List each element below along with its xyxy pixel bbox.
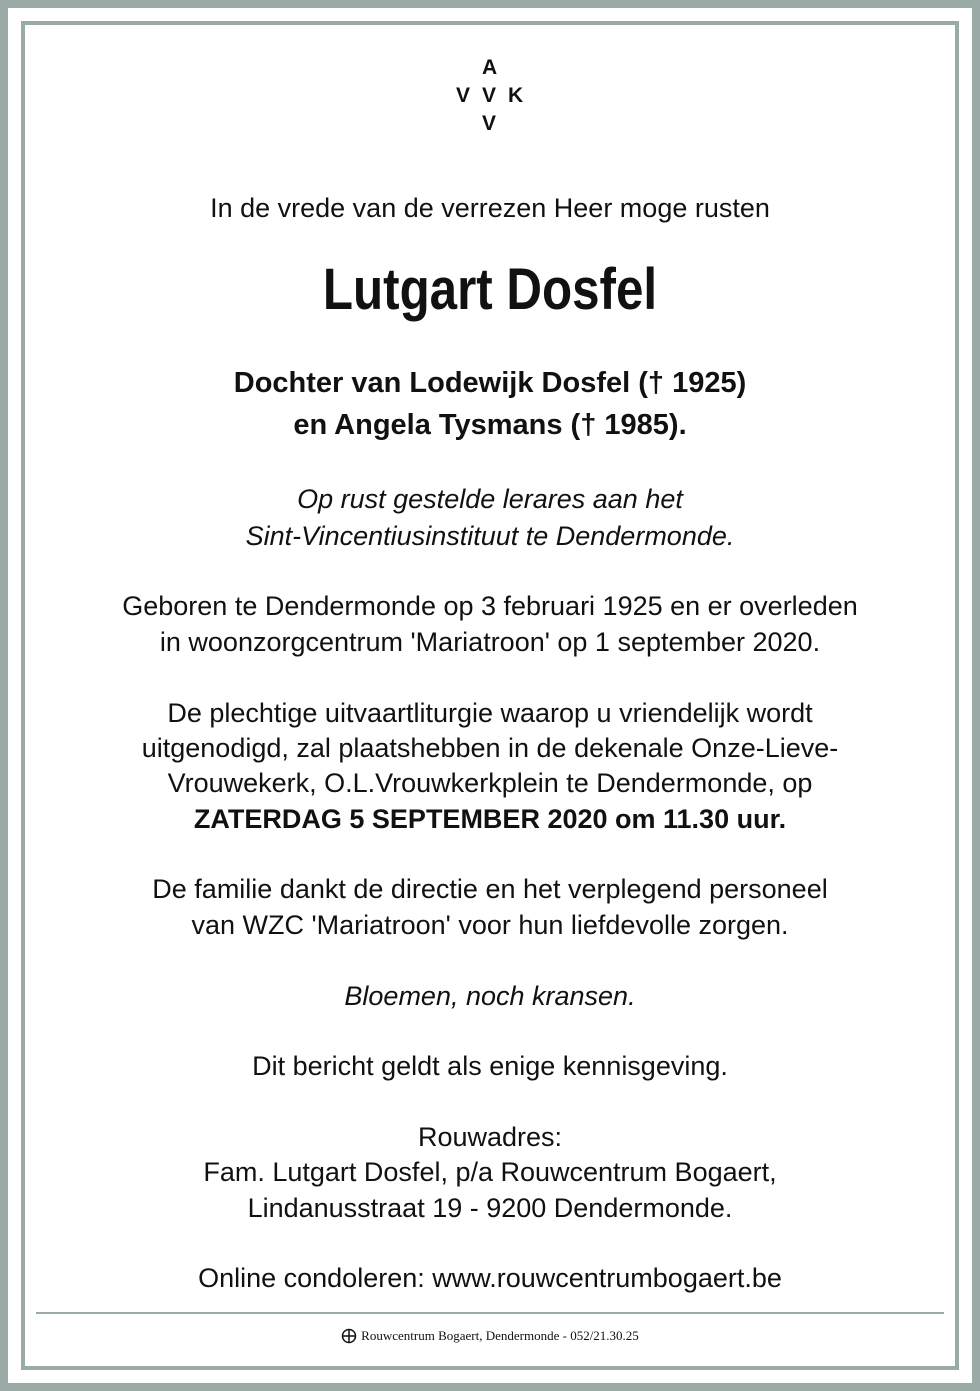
flowers-text: Bloemen, noch kransen.	[344, 981, 636, 1011]
thanks-line: De familie dankt de directie en het verplegend personeel	[152, 874, 828, 904]
birth-death-line: in woonzorgcentrum 'Mariatroon' op 1 september 2020.	[159, 627, 821, 657]
address-line: Fam. Lutgart Dosfel, p/a Rouwcentrum Bogaert,	[203, 1157, 777, 1187]
logo-letter: V	[482, 84, 497, 107]
logo-letter: V	[456, 84, 471, 107]
online-condolence: Online condoleren: www.rouwcentrumbogaert.be	[198, 1263, 782, 1293]
footer-text: Rouwcentrum Bogaert, Dendermonde - 052/21.30.25	[361, 1328, 639, 1343]
occupation-line: Sint-Vincentiusinstituut te Dendermonde.	[245, 521, 735, 551]
notice-text: Dit bericht geldt als enige kennisgeving.	[252, 1051, 728, 1081]
thanks-line: van WZC 'Mariatroon' voor hun liefdevolle zorgen.	[191, 910, 789, 940]
birth-death-line: Geboren te Dendermonde op 3 februari 1925 en er overleden	[122, 591, 858, 621]
funeral-line: Vrouwekerk, O.L.Vrouwkerkplein te Dendermonde, op	[167, 768, 813, 798]
logo-letter: K	[508, 84, 524, 107]
parents-line: Dochter van Lodewijk Dosfel († 1925)	[233, 367, 747, 399]
logo-letter: A	[482, 56, 498, 79]
footer-divider	[36, 1312, 944, 1314]
deceased-name: Lutgart Dosfel	[322, 257, 658, 322]
footer	[0, 1328, 980, 1344]
logo-letter: V	[482, 112, 497, 135]
occupation-line: Op rust gestelde lerares aan het	[297, 484, 683, 514]
funeral-date: ZATERDAG 5 SEPTEMBER 2020 om 11.30 uur.	[193, 804, 787, 834]
address-line: Lindanusstraat 19 - 9200 Dendermonde.	[247, 1193, 733, 1223]
funeral-line: De plechtige uitvaartliturgie waarop u vriendelijk wordt	[167, 698, 813, 728]
funeral-line: uitgenodigd, zal plaatshebben in de dekenale Onze-Lieve-	[141, 733, 839, 763]
cross-circle-icon	[341, 1328, 357, 1344]
parents-line: en Angela Tysmans († 1985).	[293, 409, 687, 441]
address-label: Rouwadres:	[417, 1122, 563, 1152]
intro-text: In de vrede van de verrezen Heer moge rusten	[210, 193, 770, 223]
avvk-logo	[450, 56, 530, 136]
